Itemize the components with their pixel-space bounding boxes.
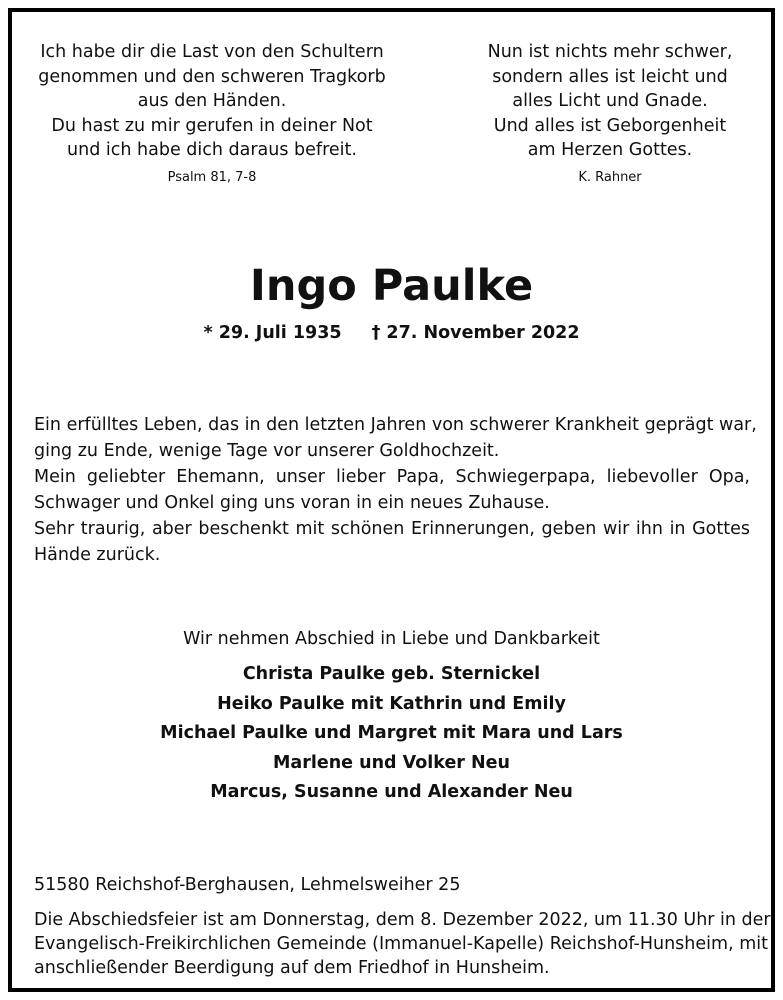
mourner: Christa Paulke geb. Sternickel xyxy=(242,664,541,684)
obituary-frame xyxy=(8,8,775,992)
ceremony-line: Die Abschiedsfeier ist am Donnerstag, dem 8. Dezember 2022, um 11.30 Uhr in der xyxy=(34,910,771,930)
verse-right-line: Nun ist nichts mehr schwer, xyxy=(487,42,733,62)
verse-right-line: sondern alles ist leicht und xyxy=(492,66,728,87)
verse-left-line: aus den Händen. xyxy=(137,91,287,111)
deceased-name: Ingo Paulke xyxy=(249,261,534,311)
verse-right-line: am Herzen Gottes. xyxy=(527,140,693,160)
mourner: Marcus, Susanne und Alexander Neu xyxy=(210,782,573,802)
mourners-list xyxy=(12,660,771,808)
death-date: † 27. November 2022 xyxy=(371,323,580,343)
verse-right-line: alles Licht und Gnade. xyxy=(512,91,708,111)
tribute-line: Hände zurück. xyxy=(34,545,161,565)
farewell-statement: Wir nehmen Abschied in Liebe und Dankbarkeit xyxy=(183,629,600,649)
verse-right-source: K. Rahner xyxy=(578,169,642,185)
tribute-text xyxy=(34,412,757,568)
birth-date: * 29. Juli 1935 xyxy=(203,323,342,343)
ceremony-line: Evangelisch-Freikirchlichen Gemeinde (Immanuel-Kapelle) Reichshof-Hunsheim, mit xyxy=(34,934,768,954)
family-address: 51580 Reichshof-Berghausen, Lehmelsweiher 25 xyxy=(34,875,461,895)
ceremony-line: anschließender Beerdigung auf dem Friedhof in Hunsheim. xyxy=(34,958,550,978)
tribute-line: Mein geliebter Ehemann, unser lieber Papa, Schwiegerpapa, liebevoller Opa, xyxy=(34,467,750,487)
mourner: Heiko Paulke mit Kathrin und Emily xyxy=(217,693,566,714)
verse-left-line: Ich habe dir die Last von den Schultern xyxy=(40,42,384,62)
life-dates xyxy=(12,320,771,346)
tribute-line: ging zu Ende, wenige Tage vor unserer Goldhochzeit. xyxy=(34,441,500,461)
mourner: Marlene und Volker Neu xyxy=(272,752,511,773)
verse-left xyxy=(36,40,388,187)
mourner: Michael Paulke und Margret mit Mara und Lars xyxy=(160,723,623,743)
tribute-line: Sehr traurig, aber beschenkt mit schönen Erinnerungen, geben wir ihn in Gottes xyxy=(34,519,750,539)
verse-left-line: genommen und den schweren Tragkorb xyxy=(38,66,386,87)
verse-right-line: Und alles ist Geborgenheit xyxy=(493,115,727,136)
verse-left-line: Du hast zu mir gerufen in deiner Not xyxy=(51,115,373,136)
tribute-line: Ein erfülltes Leben, das in den letzten Jahren von schwerer Krankheit geprägt war, xyxy=(34,415,757,435)
verse-right xyxy=(450,40,770,187)
tribute-line: Schwager und Onkel ging uns voran in ein neues Zuhause. xyxy=(34,493,550,513)
ceremony-notice xyxy=(34,908,771,980)
verse-left-source: Psalm 81, 7-8 xyxy=(167,169,257,185)
verse-left-line: und ich habe dich daraus befreit. xyxy=(67,140,357,160)
